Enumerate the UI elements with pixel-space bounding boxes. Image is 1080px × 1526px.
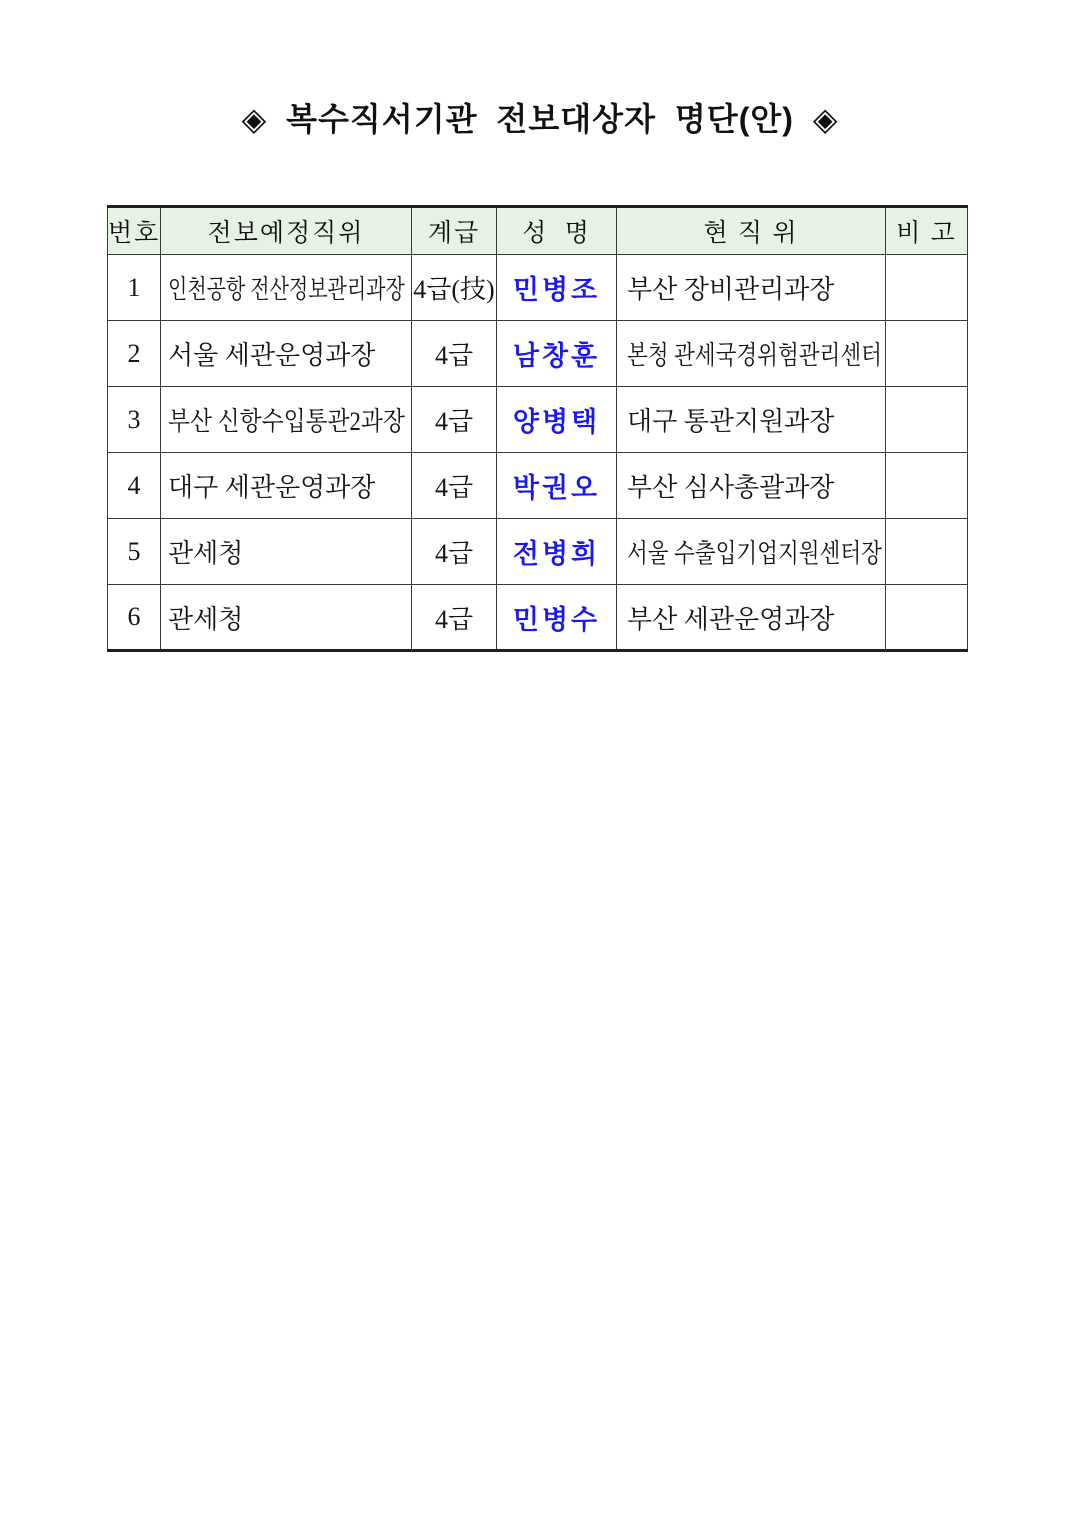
cell-planned-position xyxy=(161,321,412,387)
cell-remark xyxy=(886,453,968,519)
cell-text: 부산 신항수입통관2과장 xyxy=(168,407,405,436)
cell-remark xyxy=(886,255,968,321)
cell-no: 6 xyxy=(108,585,161,651)
cell-current-position xyxy=(617,387,886,453)
cell-planned-position xyxy=(161,255,412,321)
cell-text: 대구 통관지원과장 xyxy=(627,407,835,436)
cell-remark xyxy=(886,519,968,585)
cell-no: 3 xyxy=(108,387,161,453)
table-row xyxy=(108,255,968,321)
cell-text: 본청 관세국경위험관리센터 xyxy=(627,341,882,370)
cell-rank: 4급(技) xyxy=(412,255,497,321)
cell-no: 4 xyxy=(108,453,161,519)
table-row xyxy=(108,519,968,585)
cell-remark xyxy=(886,585,968,651)
cell-name: 박권오 xyxy=(497,453,617,519)
cell-rank: 4급 xyxy=(412,453,497,519)
cell-planned-position xyxy=(161,519,412,585)
cell-text: 서울 수출입기업지원센터장 xyxy=(627,539,882,568)
cell-rank: 4급 xyxy=(412,519,497,585)
cell-current-position xyxy=(617,321,886,387)
cell-text: 관세청 xyxy=(168,604,244,634)
table-row xyxy=(108,585,968,651)
cell-text: 서울 세관운영과장 xyxy=(168,341,376,370)
table-row xyxy=(108,321,968,387)
cell-text: 대구 세관운영과장 xyxy=(168,473,376,502)
cell-name: 민병조 xyxy=(497,255,617,321)
cell-no: 2 xyxy=(108,321,161,387)
col-header-planned-position: 전보예정직위 xyxy=(161,207,412,255)
col-header-no: 번호 xyxy=(108,207,161,255)
cell-no: 1 xyxy=(108,255,161,321)
cell-rank: 4급 xyxy=(412,585,497,651)
cell-no: 5 xyxy=(108,519,161,585)
document-title: ◈ 복수직서기관 전보대상자 명단(안) ◈ xyxy=(241,101,839,137)
cell-rank: 4급 xyxy=(412,321,497,387)
header-row xyxy=(108,207,968,255)
col-header-name: 성 명 xyxy=(497,207,617,255)
cell-current-position xyxy=(617,255,886,321)
cell-current-position xyxy=(617,519,886,585)
cell-text: 부산 심사총괄과장 xyxy=(627,473,835,502)
cell-name: 전병희 xyxy=(497,519,617,585)
cell-planned-position xyxy=(161,585,412,651)
cell-remark xyxy=(886,387,968,453)
col-header-remark: 비 고 xyxy=(886,207,968,255)
cell-current-position xyxy=(617,453,886,519)
table-row xyxy=(108,453,968,519)
cell-remark xyxy=(886,321,968,387)
cell-planned-position xyxy=(161,387,412,453)
cell-text: 인천공항 전산정보관리과장 xyxy=(168,275,405,304)
col-header-current-position: 현 직 위 xyxy=(617,207,886,255)
col-header-rank: 계급 xyxy=(412,207,497,255)
transfer-table xyxy=(107,205,968,652)
cell-text: 부산 장비관리과장 xyxy=(627,275,835,304)
cell-name: 민병수 xyxy=(497,585,617,651)
cell-rank: 4급 xyxy=(412,387,497,453)
cell-text: 부산 세관운영과장 xyxy=(627,604,835,634)
cell-text: 관세청 xyxy=(168,539,244,568)
cell-current-position xyxy=(617,585,886,651)
cell-name: 양병택 xyxy=(497,387,617,453)
table-row xyxy=(108,387,968,453)
cell-planned-position xyxy=(161,453,412,519)
cell-name: 남창훈 xyxy=(497,321,617,387)
